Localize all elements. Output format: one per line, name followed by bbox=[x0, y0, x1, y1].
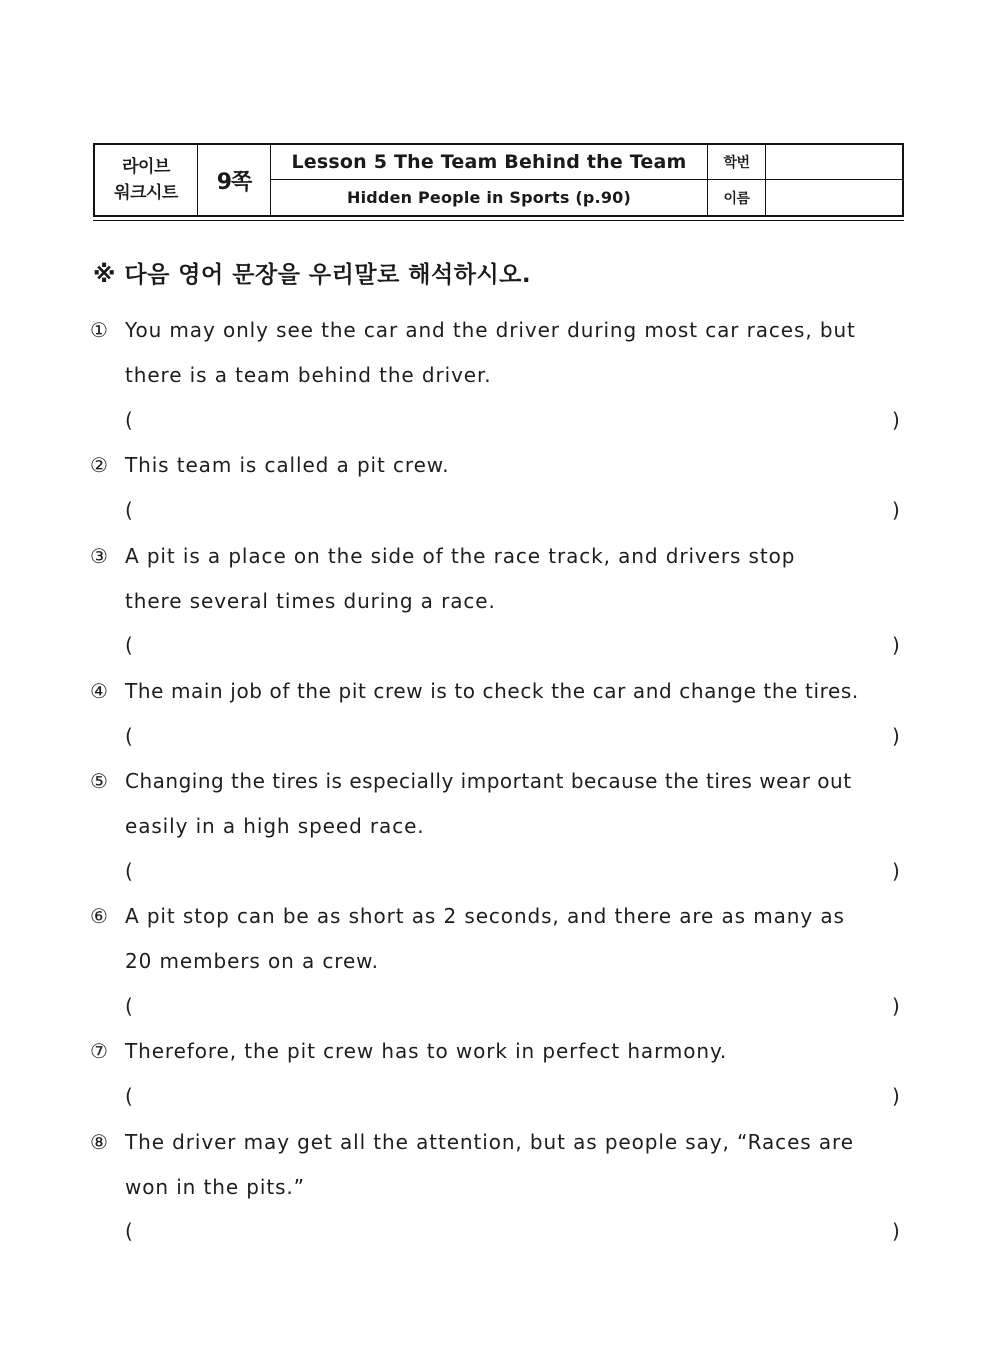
open-paren: ( bbox=[125, 859, 134, 883]
question-text-line1: You may only see the car and the driver during most car races, but bbox=[125, 318, 856, 342]
open-paren: ( bbox=[125, 724, 134, 748]
worksheet-header-table bbox=[93, 143, 904, 217]
close-paren: ) bbox=[892, 1219, 901, 1243]
close-paren: ) bbox=[892, 724, 901, 748]
open-paren: ( bbox=[125, 1219, 134, 1243]
question-text-line1: The driver may get all the attention, but as people say, “Races are bbox=[125, 1130, 854, 1154]
question-text-line1: This team is called a pit crew. bbox=[125, 453, 450, 477]
name-field[interactable] bbox=[766, 180, 902, 215]
page-number: 9쪽 bbox=[198, 145, 271, 215]
close-paren: ) bbox=[892, 633, 901, 657]
open-paren: ( bbox=[125, 994, 134, 1018]
close-paren: ) bbox=[892, 498, 901, 522]
lesson-subtitle: Hidden People in Sports (p.90) bbox=[271, 180, 708, 215]
question-text-line1: A pit stop can be as short as 2 seconds, and there are as many as bbox=[125, 904, 845, 928]
question-text-line1: The main job of the pit crew is to check the car and change the tires. bbox=[125, 679, 859, 703]
question-number: ② bbox=[90, 453, 109, 477]
open-paren: ( bbox=[125, 633, 134, 657]
question-text-line2: there several times during a race. bbox=[125, 589, 496, 613]
question-text-line1: Changing the tires is especially important because the tires wear out bbox=[125, 769, 852, 793]
name-label: 이름 bbox=[708, 180, 766, 215]
close-paren: ) bbox=[892, 1084, 901, 1108]
worksheet-type-line1: 라이브 bbox=[122, 157, 170, 177]
instruction-text: ※ 다음 영어 문장을 우리말로 해석하시오. bbox=[93, 262, 532, 288]
question-number: ⑥ bbox=[90, 904, 109, 928]
lesson-title: Lesson 5 The Team Behind the Team bbox=[271, 145, 708, 180]
question-text-line2: won in the pits.” bbox=[125, 1175, 305, 1199]
worksheet-type-label bbox=[95, 145, 198, 215]
question-number: ⑤ bbox=[90, 769, 109, 793]
question-number: ④ bbox=[90, 679, 109, 703]
open-paren: ( bbox=[125, 498, 134, 522]
question-text-line2: easily in a high speed race. bbox=[125, 814, 425, 838]
close-paren: ) bbox=[892, 408, 901, 432]
close-paren: ) bbox=[892, 859, 901, 883]
question-number: ① bbox=[90, 318, 109, 342]
question-number: ⑦ bbox=[90, 1039, 109, 1063]
worksheet-type-line2: 워크시트 bbox=[114, 183, 178, 203]
question-text-line2: there is a team behind the driver. bbox=[125, 363, 492, 387]
question-text-line1: A pit is a place on the side of the race track, and drivers stop bbox=[125, 544, 796, 568]
question-number: ⑧ bbox=[90, 1130, 109, 1154]
open-paren: ( bbox=[125, 1084, 134, 1108]
student-number-field[interactable] bbox=[766, 145, 902, 180]
open-paren: ( bbox=[125, 408, 134, 432]
student-number-label: 학번 bbox=[708, 145, 766, 180]
question-text-line1: Therefore, the pit crew has to work in perfect harmony. bbox=[125, 1039, 728, 1063]
close-paren: ) bbox=[892, 994, 901, 1018]
question-text-line2: 20 members on a crew. bbox=[125, 949, 379, 973]
question-number: ③ bbox=[90, 544, 109, 568]
